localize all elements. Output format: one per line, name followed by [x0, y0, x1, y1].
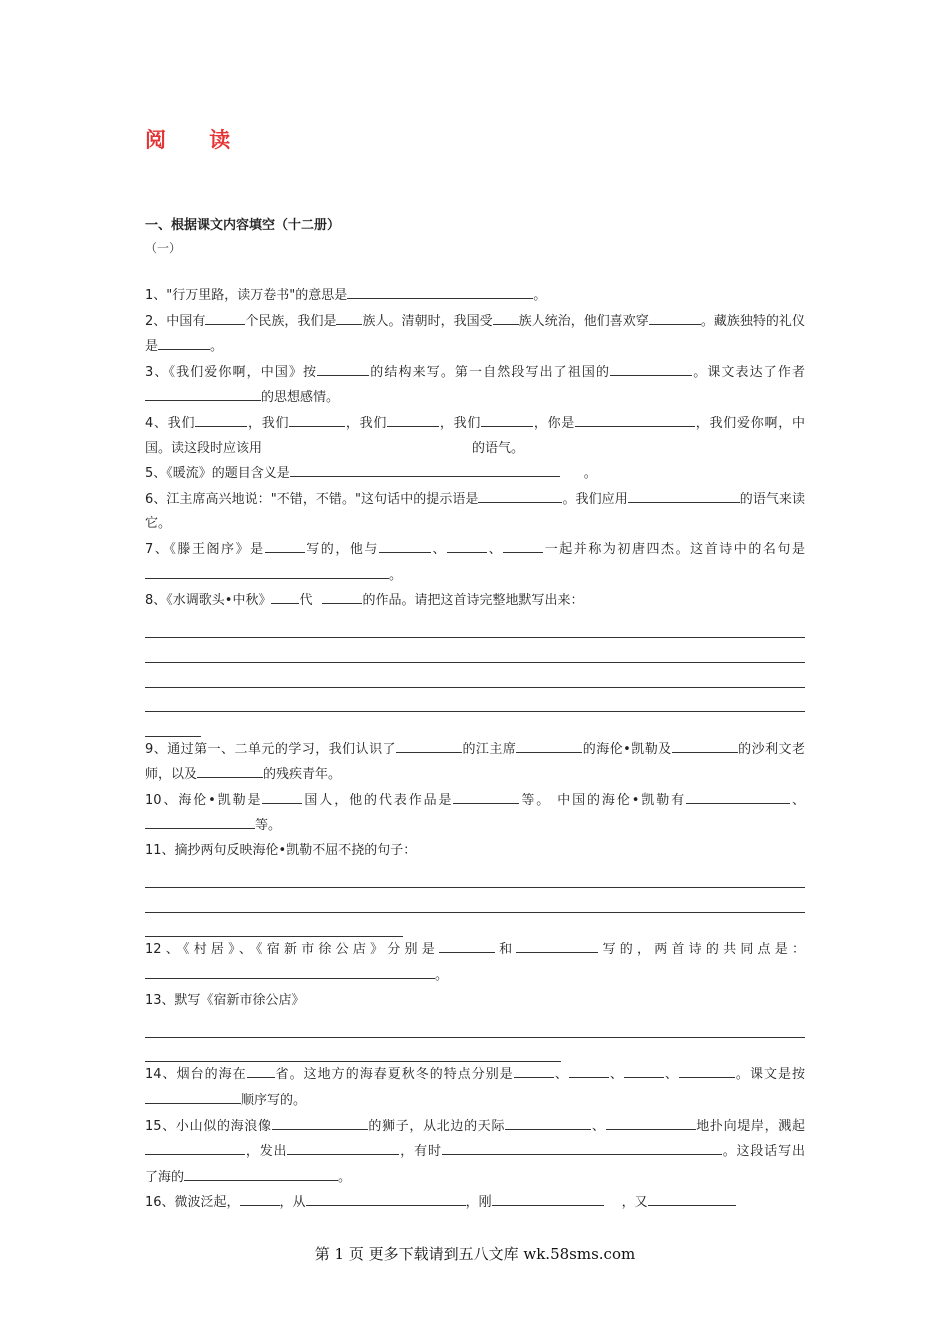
question-text: 族人统治，他们喜欢穿	[518, 313, 649, 329]
answer-blank[interactable]	[306, 1190, 466, 1206]
answer-blank[interactable]	[145, 385, 261, 401]
answer-line[interactable]	[145, 888, 805, 913]
answer-blank[interactable]	[396, 737, 462, 753]
question-text: ，有时	[399, 1144, 442, 1160]
question-text: 的海伦•凯勒及	[582, 741, 672, 757]
answer-blank[interactable]	[145, 963, 435, 979]
answer-blank[interactable]	[686, 788, 790, 804]
answer-blank[interactable]	[606, 1114, 696, 1130]
question-text: 14、烟台的海在	[145, 1067, 247, 1083]
question-text: ，我们爱你啊，中国。读这段时应该用	[145, 415, 805, 456]
answer-blank[interactable]	[336, 309, 362, 325]
question-text: 2、中国有	[145, 313, 206, 329]
answer-blank[interactable]	[672, 737, 738, 753]
question-text: 。课文是按	[734, 1067, 805, 1083]
question-text: 等。 中国的海伦•凯勒有	[519, 792, 687, 808]
question-text: 的语气来读它。	[145, 491, 805, 532]
question-text: 族人。清朝时，我国受	[362, 313, 493, 329]
question-text: 。	[435, 968, 449, 984]
question-text: 12、《村居》、《宿新市徐公店》分别是	[145, 942, 439, 958]
question-text: 、	[553, 1067, 569, 1083]
question-15	[145, 1114, 805, 1191]
answer-blank[interactable]	[265, 537, 305, 553]
answer-line[interactable]	[145, 864, 805, 889]
answer-line[interactable]	[145, 638, 805, 663]
page-footer: 第 1 页 更多下载请到五八文库 wk.58sms.com	[314, 1245, 636, 1263]
answer-blank[interactable]	[272, 1114, 368, 1130]
question-text: 、	[430, 541, 448, 557]
answer-blank[interactable]	[387, 411, 439, 427]
question-5	[145, 461, 805, 487]
question-text: 。	[338, 1169, 352, 1185]
answer-blank[interactable]	[205, 309, 245, 325]
question-text: 。这段话写出了海的	[145, 1144, 805, 1185]
answer-blank[interactable]	[347, 283, 533, 299]
answer-blank[interactable]	[287, 1139, 399, 1155]
answer-line[interactable]	[145, 712, 201, 737]
answer-blank[interactable]	[145, 813, 255, 829]
answer-blank[interactable]	[195, 411, 247, 427]
question-text: 个民族，我们是	[245, 313, 337, 329]
question-text: 4、我们	[145, 415, 196, 431]
question-text: 5、《暖流》的题目含义是	[145, 466, 290, 482]
question-4	[145, 411, 805, 461]
answer-blank[interactable]	[240, 1190, 280, 1206]
question-text: 11、摘抄两句反映海伦•凯勒不屈不挠的句子：	[145, 843, 417, 859]
answer-blank[interactable]	[289, 411, 345, 427]
question-text: 、	[487, 541, 504, 557]
page-title: 阅 读	[145, 128, 249, 152]
answer-line[interactable]	[145, 1013, 805, 1038]
question-text: 、	[790, 792, 805, 808]
answer-line[interactable]	[145, 913, 403, 938]
question-text: 一起并称为初唐四杰。这首诗中的名句是	[543, 541, 805, 557]
question-10	[145, 788, 805, 839]
answer-blank[interactable]	[628, 487, 740, 503]
question-text: ，刚	[465, 1195, 492, 1211]
answer-blank[interactable]	[158, 334, 210, 350]
question-text: 国人，他的代表作品是	[302, 792, 454, 808]
answer-blank[interactable]	[679, 1062, 735, 1078]
question-text: 的语气。	[472, 440, 525, 456]
question-6	[145, 487, 805, 537]
answer-blank[interactable]	[503, 537, 543, 553]
question-text: 13、默写《宿新市徐公店》	[145, 992, 305, 1008]
answer-line[interactable]	[145, 1038, 561, 1063]
answer-line[interactable]	[145, 663, 805, 688]
answer-blank[interactable]	[247, 1062, 275, 1078]
answer-blank[interactable]	[516, 737, 582, 753]
answer-blank[interactable]	[493, 309, 519, 325]
question-text: ，发出	[245, 1144, 288, 1160]
answer-blank[interactable]	[610, 360, 692, 376]
question-text: 的狮子，从北边的天际	[367, 1118, 506, 1134]
answer-blank[interactable]	[442, 1139, 612, 1155]
answer-blank[interactable]	[492, 1190, 604, 1206]
question-text: 、	[663, 1067, 679, 1083]
answer-blank[interactable]	[197, 762, 263, 778]
answer-blank[interactable]	[569, 1062, 609, 1078]
question-16	[145, 1190, 805, 1216]
answer-blank[interactable]	[481, 411, 533, 427]
question-text: 写的，两首诗的共同点是：	[598, 942, 805, 958]
question-text: 、	[591, 1118, 606, 1134]
question-text: 。我们应用	[562, 491, 628, 507]
section-subheading: （一）	[145, 241, 182, 255]
answer-blank[interactable]	[290, 461, 560, 477]
question-2	[145, 309, 805, 360]
question-text: 和	[494, 942, 517, 958]
question-13	[145, 989, 805, 1014]
answer-blank[interactable]	[271, 588, 299, 604]
question-text: ，又	[621, 1195, 648, 1211]
question-text: 15、小山似的海浪像	[145, 1118, 272, 1134]
answer-blank[interactable]	[453, 788, 519, 804]
question-list	[145, 283, 805, 1216]
question-text: ，我们	[439, 415, 482, 431]
question-text: 16、微波泛起，	[145, 1195, 240, 1211]
answer-blank[interactable]	[184, 1165, 338, 1181]
question-12	[145, 937, 805, 988]
answer-blank[interactable]	[649, 309, 701, 325]
question-text: 、	[608, 1067, 624, 1083]
question-text: ，从	[279, 1195, 306, 1211]
question-text: 。	[583, 466, 597, 482]
question-text: 9、通过第一、二单元的学习，我们认识了	[145, 741, 397, 757]
answer-blank[interactable]	[322, 588, 362, 604]
question-text: 。课文表达了作者	[692, 364, 805, 380]
answer-blank[interactable]	[514, 1062, 554, 1078]
answer-blank[interactable]	[145, 1088, 241, 1104]
question-9	[145, 737, 805, 788]
question-text: 顺序写的。	[241, 1093, 307, 1108]
question-text: 写的，他与	[304, 541, 379, 557]
answer-blank[interactable]	[145, 1139, 245, 1155]
question-text: 的结构来写。第一自然段写出了祖国的	[369, 364, 611, 380]
question-text: 1、"行万里路，读万卷书"的意思是	[145, 288, 348, 303]
question-text: 代	[299, 593, 313, 609]
question-text: 的沙利文老师，以及	[145, 741, 805, 783]
question-text: 3、《我们爱你啊，中国》按	[145, 364, 318, 380]
question-1	[145, 283, 805, 309]
question-text: 的思想感情。	[261, 390, 340, 406]
question-7	[145, 537, 805, 588]
question-8	[145, 588, 805, 614]
question-text: 。	[389, 567, 403, 583]
answer-blank[interactable]	[516, 937, 598, 953]
question-text: ，你是	[533, 415, 576, 431]
question-text: 的作品。请把这首诗完整地默写出来：	[362, 593, 584, 609]
question-text: 的残疾青年。	[263, 767, 342, 783]
question-text: 。	[533, 288, 547, 303]
question-text: 省。这地方的海春夏秋冬的特点分别是	[274, 1067, 514, 1083]
section-heading: 一、根据课文内容填空（十二册）	[145, 218, 341, 233]
question-text: 6、江主席高兴地说："不错，不错。"这句话中的提示语是	[145, 491, 479, 507]
answer-blank[interactable]	[317, 360, 369, 376]
question-text: ，我们	[247, 415, 290, 431]
answer-blank[interactable]	[379, 537, 431, 553]
question-3	[145, 360, 805, 411]
answer-blank[interactable]	[439, 937, 495, 953]
question-text: 10、海伦•凯勒是	[145, 792, 263, 808]
question-text: 。藏族独特的礼仪是	[145, 313, 805, 355]
answer-blank[interactable]	[648, 1190, 736, 1206]
question-text: 7、《滕王阁序》是	[145, 541, 265, 557]
question-text: 等。	[255, 818, 282, 834]
answer-blank[interactable]	[505, 1114, 591, 1130]
answer-blank[interactable]	[624, 1062, 664, 1078]
question-text: ，我们	[345, 415, 388, 431]
question-text: 的江主席	[462, 741, 517, 757]
answer-blank[interactable]	[262, 788, 302, 804]
question-text: 地扑向堤岸，溅起	[695, 1118, 805, 1134]
answer-blank[interactable]	[575, 411, 695, 427]
answer-blank[interactable]	[612, 1139, 722, 1155]
question-14	[145, 1062, 805, 1113]
question-11	[145, 839, 805, 864]
answer-line[interactable]	[145, 614, 805, 639]
answer-blank[interactable]	[478, 487, 562, 503]
answer-line[interactable]	[145, 688, 805, 713]
question-text: 8、《水调歌头•中秋》	[145, 593, 272, 609]
question-text: 。	[210, 339, 224, 355]
answer-blank[interactable]	[447, 537, 487, 553]
answer-blank[interactable]	[145, 563, 389, 579]
